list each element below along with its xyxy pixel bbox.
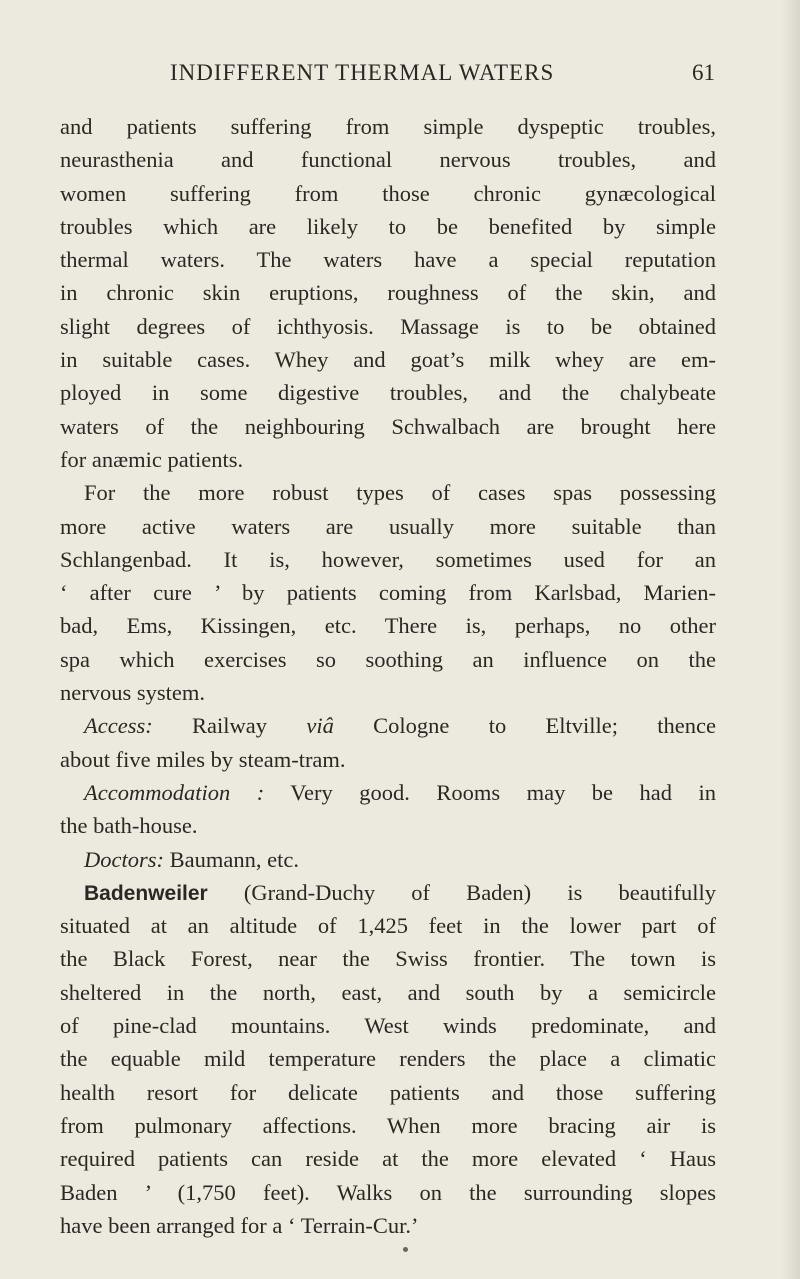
text-line: neurasthenia and functional nervous troubles, and bbox=[60, 147, 716, 173]
text-line: situated at an altitude of 1,425 feet in the lower part of bbox=[60, 913, 716, 939]
text-span-italic: viâ bbox=[306, 713, 334, 739]
doctors-line bbox=[60, 843, 716, 876]
text-line: for anæmic patients. bbox=[60, 446, 244, 472]
text-line: Baden ’ (1,750 feet). Walks on the surrounding slopes bbox=[60, 1179, 716, 1205]
badenweiler-line bbox=[60, 876, 716, 909]
ink-speck bbox=[403, 1247, 408, 1252]
text-line: ‘ after cure ’ by patients coming from Karlsbad, Marien- bbox=[60, 580, 716, 606]
text-span: Cologne to Eltville; thence bbox=[333, 713, 717, 739]
body-text bbox=[60, 110, 716, 1242]
text-line: bad, Ems, Kissingen, etc. There is, perhaps, no other bbox=[60, 613, 716, 639]
text-line: the bath-house. bbox=[60, 813, 198, 839]
text-line: nervous system. bbox=[60, 680, 205, 706]
page-edge-shadow bbox=[782, 0, 800, 1279]
page-number: 61 bbox=[692, 60, 715, 85]
text-line: sheltered in the north, east, and south by a semicircle bbox=[60, 979, 716, 1005]
text-span: Baumann, etc. bbox=[164, 846, 299, 872]
text-line: waters of the neighbouring Schwalbach are brought here bbox=[60, 413, 716, 439]
running-head: INDIFFERENT THERMAL WATERS bbox=[170, 60, 555, 85]
text-line: the Black Forest, near the Swiss frontier. The town is bbox=[60, 946, 716, 972]
text-line: women suffering from those chronic gynæcological bbox=[60, 180, 716, 206]
access-heading: Access: bbox=[84, 713, 153, 739]
text-line: ployed in some digestive troubles, and the chalybeate bbox=[60, 380, 716, 406]
text-line: more active waters are usually more suitable than bbox=[60, 513, 716, 539]
accommodation-line bbox=[60, 776, 716, 809]
text-line: spa which exercises so soothing an influence on the bbox=[60, 646, 716, 672]
text-line: slight degrees of ichthyosis. Massage is to be obtained bbox=[60, 313, 716, 339]
text-line: in suitable cases. Whey and goat’s milk whey are em- bbox=[60, 347, 716, 373]
text-line: For the more robust types of cases spas possessing bbox=[84, 480, 716, 506]
access-line bbox=[60, 709, 716, 742]
text-line: and patients suffering from simple dyspeptic troubles, bbox=[60, 114, 716, 139]
entry-heading: Badenweiler bbox=[84, 881, 208, 905]
text-line: thermal waters. The waters have a special reputation bbox=[60, 247, 716, 273]
doctors-heading: Doctors: bbox=[84, 846, 164, 872]
text-line: required patients can reside at the more elevated ‘ Haus bbox=[60, 1146, 716, 1172]
text-span: Railway bbox=[152, 713, 307, 739]
text-line: from pulmonary affections. When more bracing air is bbox=[60, 1112, 716, 1138]
text-line: health resort for delicate patients and those suffering bbox=[60, 1079, 716, 1105]
text-line: about five miles by steam-tram. bbox=[60, 746, 346, 772]
accommodation-heading: Accommodation : bbox=[84, 779, 265, 805]
text-span: (Grand-Duchy of Baden) is beautifully bbox=[207, 879, 716, 905]
text-line: in chronic skin eruptions, roughness of the skin, and bbox=[60, 280, 716, 306]
text-line: Schlangenbad. It is, however, sometimes used for an bbox=[60, 546, 716, 572]
page-header bbox=[0, 60, 800, 100]
text-line: the equable mild temperature renders the place a climatic bbox=[60, 1046, 716, 1072]
text-line: have been arranged for a ‘ Terrain-Cur.’ bbox=[60, 1212, 419, 1238]
text-line: of pine-clad mountains. West winds predominate, and bbox=[60, 1013, 716, 1039]
text-span: Very good. Rooms may be had in bbox=[264, 779, 716, 805]
text-line: troubles which are likely to be benefited by simple bbox=[60, 213, 716, 239]
